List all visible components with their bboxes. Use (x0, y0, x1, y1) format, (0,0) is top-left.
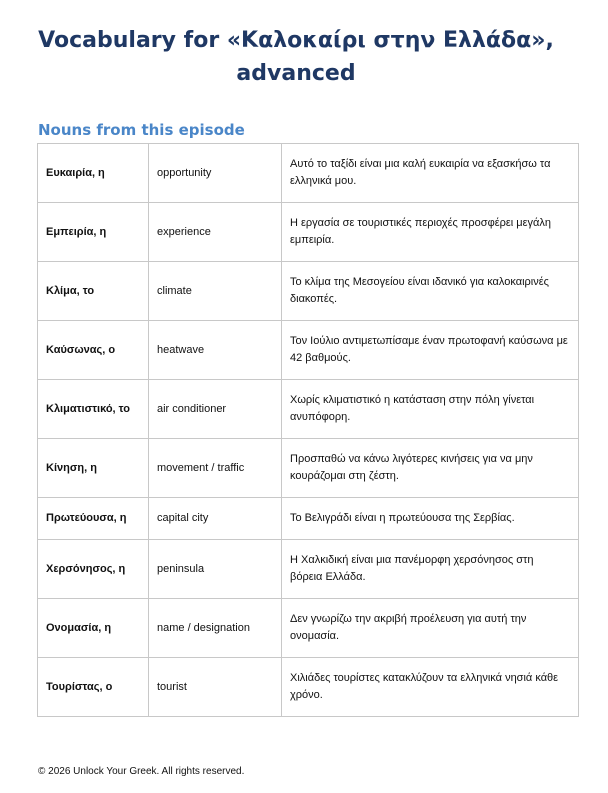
vocab-meaning: peninsula (149, 540, 282, 599)
vocab-meaning: capital city (149, 498, 282, 540)
table-row (38, 498, 579, 540)
vocab-meaning: tourist (149, 658, 282, 717)
section-heading: Nouns from this episode (38, 121, 245, 139)
table-row (38, 439, 579, 498)
table-row (38, 203, 579, 262)
table-row (38, 599, 579, 658)
vocab-example: Το Βελιγράδι είναι η πρωτεύουσα της Σερβίας. (282, 498, 579, 540)
vocab-meaning: climate (149, 262, 282, 321)
vocab-meaning: opportunity (149, 144, 282, 203)
vocab-meaning: movement / traffic (149, 439, 282, 498)
vocab-example: Δεν γνωρίζω την ακριβή προέλευση για αυτή την ονομασία. (282, 599, 579, 658)
vocab-word: Ονομασία, η (38, 599, 149, 658)
copyright-footer: © 2026 Unlock Your Greek. All rights reserved. (38, 766, 245, 777)
vocab-example: Χιλιάδες τουρίστες κατακλύζουν τα ελληνικά νησιά κάθε χρόνο. (282, 658, 579, 717)
table-row (38, 658, 579, 717)
vocab-word: Χερσόνησος, η (38, 540, 149, 599)
page-title: Vocabulary for «Καλοκαίρι στην Ελλάδα», advanced (38, 28, 554, 86)
vocab-word: Κίνηση, η (38, 439, 149, 498)
table-row (38, 540, 579, 599)
vocab-example: Προσπαθώ να κάνω λιγότερες κινήσεις για να μην κουράζομαι στη ζέστη. (282, 439, 579, 498)
vocab-word: Τουρίστας, ο (38, 658, 149, 717)
vocab-example: Τον Ιούλιο αντιμετωπίσαμε έναν πρωτοφανή καύσωνα με 42 βαθμούς. (282, 321, 579, 380)
vocab-meaning: heatwave (149, 321, 282, 380)
vocab-word: Πρωτεύουσα, η (38, 498, 149, 540)
table-row (38, 321, 579, 380)
vocab-word: Εμπειρία, η (38, 203, 149, 262)
vocab-example: Η εργασία σε τουριστικές περιοχές προσφέρει μεγάλη εμπειρία. (282, 203, 579, 262)
table-row (38, 262, 579, 321)
table-row (38, 380, 579, 439)
vocab-example: Χωρίς κλιματιστικό η κατάσταση στην πόλη γίνεται ανυπόφορη. (282, 380, 579, 439)
vocab-example: Το κλίμα της Μεσογείου είναι ιδανικό για καλοκαιρινές διακοπές. (282, 262, 579, 321)
vocabulary-table (37, 143, 579, 717)
vocab-word: Καύσωνας, ο (38, 321, 149, 380)
vocab-word: Κλίμα, το (38, 262, 149, 321)
vocab-meaning: experience (149, 203, 282, 262)
vocab-meaning: name / designation (149, 599, 282, 658)
vocab-meaning: air conditioner (149, 380, 282, 439)
vocab-word: Ευκαιρία, η (38, 144, 149, 203)
vocab-example: Αυτό το ταξίδι είναι μια καλή ευκαιρία να εξασκήσω τα ελληνικά μου. (282, 144, 579, 203)
vocab-example: Η Χαλκιδική είναι μια πανέμορφη χερσόνησος στη βόρεια Ελλάδα. (282, 540, 579, 599)
table-row (38, 144, 579, 203)
vocab-word: Κλιματιστικό, το (38, 380, 149, 439)
